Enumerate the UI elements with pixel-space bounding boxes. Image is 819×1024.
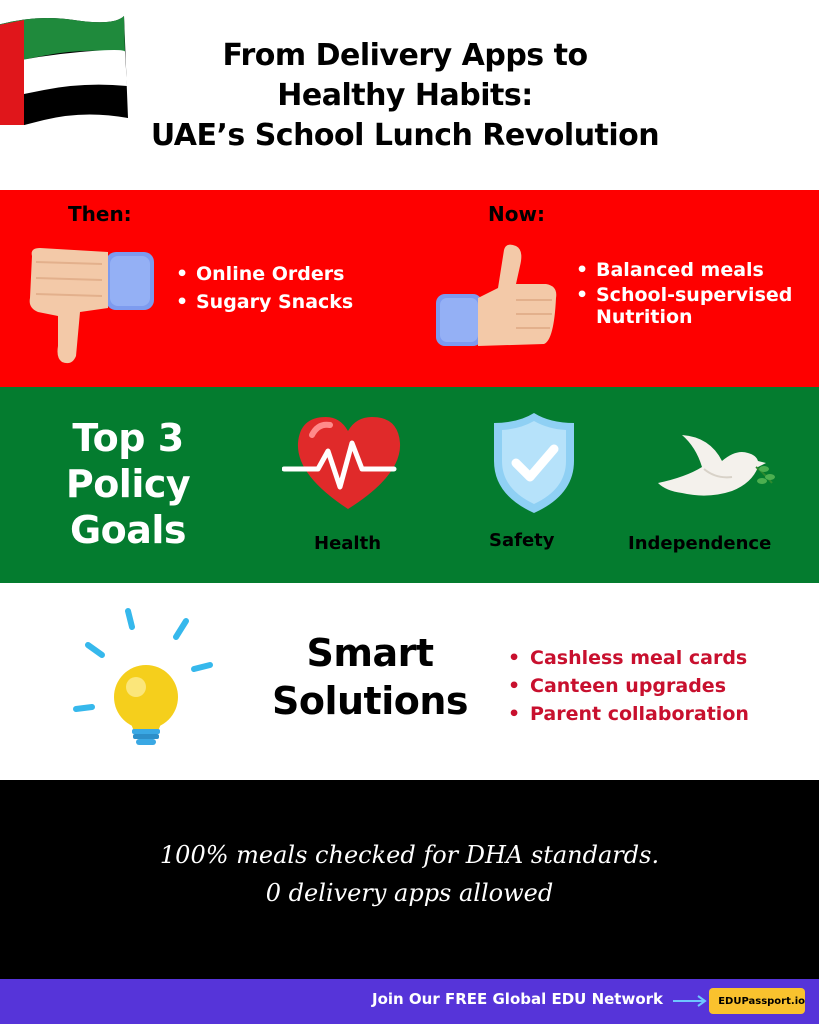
dove-icon [652,427,780,507]
thumbs-down-icon [22,242,162,368]
title-line: Healthy Habits: [277,78,533,113]
solution-item: • Cashless meal cards [506,644,806,672]
badge-label: EDUPassport.io [718,995,805,1007]
shield-check-icon [488,409,580,517]
solution-item: • Canteen upgrades [506,672,806,700]
goals-title-line: Top 3 [72,416,184,460]
goal-label-independence: Independence [628,533,772,554]
policy-goals-section [0,387,819,583]
smart-solutions-section [0,583,819,780]
footer-cta-link[interactable]: Join Our FREE Global EDU Network [372,990,664,1008]
solutions-title [258,629,482,725]
now-label: Now: [488,202,545,226]
header-section [0,0,819,190]
thumbs-up-icon [432,242,562,354]
goal-label-health: Health [314,533,382,554]
page-title [100,36,710,156]
then-item: • Sugary Snacks [174,290,434,315]
stats-line: 0 delivery apps allowed [265,879,554,907]
title-line: From Delivery Apps to [222,38,588,73]
goals-title [44,415,212,553]
solution-item: • Parent collaboration [506,700,806,728]
arrow-right-icon [672,993,708,1009]
heart-pulse-icon [282,413,412,513]
goal-label-safety: Safety [489,530,555,551]
stats-text [0,836,819,912]
now-item: • School-supervised Nutrition [574,284,814,328]
solutions-title-line: Solutions [271,679,469,723]
stats-line: 100% meals checked for DHA standards. [159,841,660,869]
goals-title-line: Policy [65,462,191,506]
now-list [574,259,814,331]
then-item: • Online Orders [174,262,434,287]
title-line: UAE’s School Lunch Revolution [150,118,660,153]
now-item: • Balanced meals [574,259,814,281]
then-now-section [0,190,819,387]
edupassport-badge[interactable] [709,988,805,1014]
goals-title-line: Goals [69,508,187,552]
stats-section [0,780,819,979]
solutions-list [506,644,806,728]
then-list [174,262,434,318]
solutions-title-line: Smart [306,631,434,675]
then-label: Then: [68,202,132,226]
footer-bar [0,979,819,1024]
lightbulb-icon [70,605,220,747]
